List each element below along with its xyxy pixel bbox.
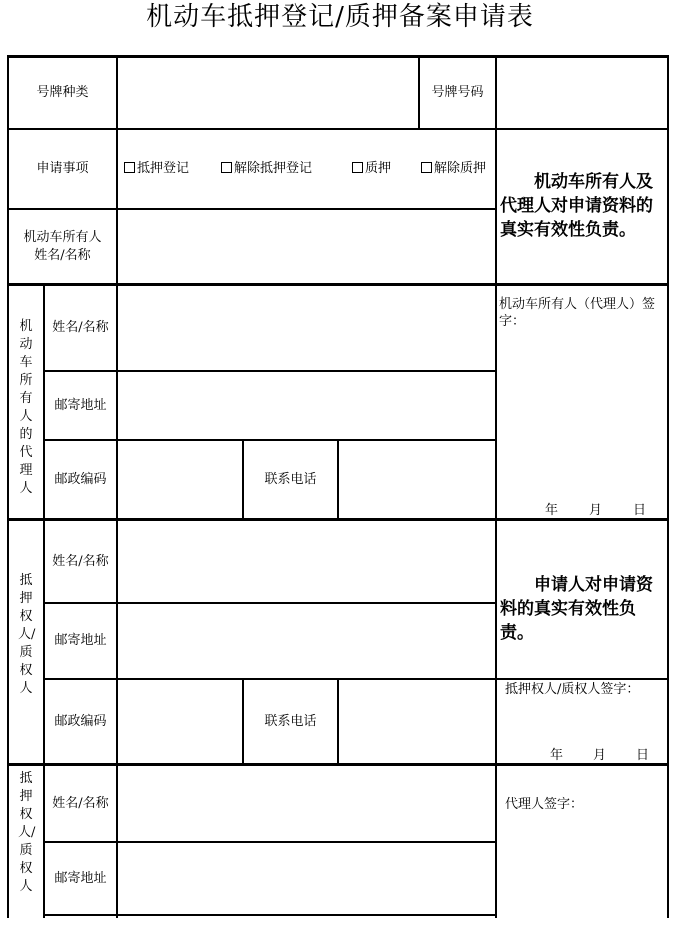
mortgagee-signature-area[interactable] xyxy=(499,700,665,745)
agent-postcode-field[interactable] xyxy=(118,441,242,518)
option-release-pledge[interactable]: 解除质押 xyxy=(421,160,486,178)
third-address-label: 邮寄地址 xyxy=(54,870,107,886)
mortgagee-address-field[interactable] xyxy=(118,604,495,678)
owner-agent-sign-label: 机动车所有人（代理人）签字： xyxy=(499,297,656,329)
mortgagee-postcode-field[interactable] xyxy=(118,680,242,763)
mortgagee-name-field[interactable] xyxy=(118,521,495,602)
mortgagee-phone-label: 联系电话 xyxy=(264,713,317,729)
mortgagee-section-label: 抵押权人/质权人 xyxy=(18,573,36,696)
owner-name-field[interactable] xyxy=(118,210,495,283)
plate-type-label: 号牌种类 xyxy=(36,85,89,100)
agent-address-label: 邮寄地址 xyxy=(54,397,107,413)
option-pledge[interactable]: 质押 xyxy=(352,160,391,178)
plate-type-field[interactable] xyxy=(118,58,418,128)
third-name-label: 姓名/名称 xyxy=(52,795,109,811)
agent-phone-field[interactable] xyxy=(339,441,495,518)
mortgagee-postcode-label: 邮政编码 xyxy=(54,713,107,729)
mortgagee-name-label: 姓名/名称 xyxy=(52,553,109,569)
checkbox-icon xyxy=(352,162,363,173)
mortgagee-date: 年 月 日 xyxy=(550,748,650,763)
checkbox-icon xyxy=(124,162,135,173)
agent-address-field[interactable] xyxy=(118,372,495,439)
plate-number-field[interactable] xyxy=(497,58,667,128)
mortgagee-statement: 申请人对申请资料的真实有效性负责。 xyxy=(500,575,653,643)
plate-number-label: 号牌号码 xyxy=(431,85,484,100)
third-section-label: 抵押权人/质权人 xyxy=(18,771,36,894)
agent-phone-label: 联系电话 xyxy=(264,471,317,487)
owner-statement: 机动车所有人及代理人对申请资料的真实有效性负责。 xyxy=(500,172,653,240)
agent-date: 年 月 日 xyxy=(545,503,647,518)
mortgagee-address-label: 邮寄地址 xyxy=(54,633,107,648)
agent-postcode-label: 邮政编码 xyxy=(54,471,107,487)
third-name-field[interactable] xyxy=(118,766,495,841)
agent-name-field[interactable] xyxy=(118,286,495,370)
agent-section-label: 机动车所有人的代理人 xyxy=(19,319,33,496)
mortgagee-sign-label: 抵押权人/质权人签字： xyxy=(505,682,640,697)
option-release-mortgage[interactable]: 解除抵押登记 xyxy=(221,160,312,178)
agent-signature-area[interactable] xyxy=(499,820,665,915)
agent-sign-label: 代理人签字： xyxy=(505,797,584,812)
application-items-label: 申请事项 xyxy=(36,161,89,176)
checkbox-icon xyxy=(421,162,432,173)
option-mortgage-register[interactable]: 抵押登记 xyxy=(124,160,189,178)
checkbox-icon xyxy=(221,162,232,173)
mortgagee-phone-field[interactable] xyxy=(339,680,495,763)
owner-agent-signature-area[interactable] xyxy=(499,340,665,490)
page-title: 机动车抵押登记/质押备案申请表 xyxy=(146,2,534,32)
owner-name-label: 机动车所有人 姓名/名称 xyxy=(23,229,102,263)
third-address-field[interactable] xyxy=(118,843,495,914)
agent-name-label: 姓名/名称 xyxy=(52,320,109,335)
